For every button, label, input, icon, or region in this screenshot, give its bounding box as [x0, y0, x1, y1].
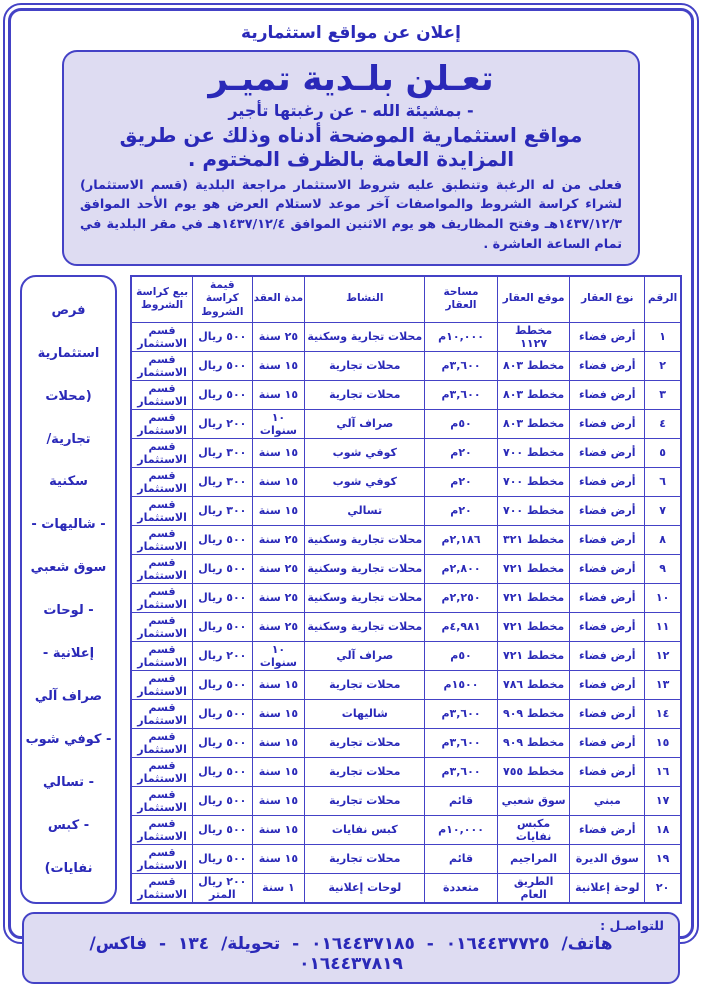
- sidebar-line: فرص: [51, 302, 86, 318]
- sidebar-line: سكنية: [49, 474, 88, 490]
- cell-activity: كوفي شوب: [305, 438, 425, 467]
- cell-price: ٢٠٠ ريال: [193, 641, 252, 670]
- cell-location: مخطط ٣٢١: [497, 525, 570, 554]
- cell-type: أرض فضاء: [570, 351, 645, 380]
- cell-area: ٢٠م: [425, 467, 498, 496]
- column-header: موقع العقار: [497, 276, 570, 322]
- cell-sale: قسم الاستثمار: [131, 380, 193, 409]
- cell-price: ٥٠٠ ريال: [193, 699, 252, 728]
- cell-sale: قسم الاستثمار: [131, 525, 193, 554]
- cell-duration: ١٥ سنة: [252, 728, 305, 757]
- cell-duration: ٢٥ سنة: [252, 583, 305, 612]
- cell-type: أرض فضاء: [570, 728, 645, 757]
- table-row: [131, 786, 681, 815]
- cell-price: ٢٠٠ ريال: [193, 409, 252, 438]
- sidebar-line: تجارية/: [46, 431, 91, 447]
- cell-area: ٣,٦٠٠م: [425, 757, 498, 786]
- announcement-lead: مواقع استثمارية الموضحة أدناه وذلك عن طريق المزايدة العامة بالظرف المختوم .: [119, 122, 583, 171]
- cell-sale: قسم الاستثمار: [131, 873, 193, 903]
- cell-area: ٣,٦٠٠م: [425, 351, 498, 380]
- cell-price: ٥٠٠ ريال: [193, 351, 252, 380]
- cell-location: مخطط ٧٠٠: [497, 438, 570, 467]
- cell-activity: تسالي: [305, 496, 425, 525]
- cell-price: ٥٠٠ ريال: [193, 322, 252, 351]
- cell-duration: ١ سنة: [252, 873, 305, 903]
- cell-duration: ١٥ سنة: [252, 496, 305, 525]
- cell-sale: قسم الاستثمار: [131, 351, 193, 380]
- cell-location: مخطط ٩٠٩: [497, 728, 570, 757]
- cell-activity: صراف آلي: [305, 409, 425, 438]
- table-row: [131, 641, 681, 670]
- cell-area: ٢,٢٥٠م: [425, 583, 498, 612]
- cell-sale: قسم الاستثمار: [131, 844, 193, 873]
- cell-price: ٥٠٠ ريال: [193, 815, 252, 844]
- cell-type: أرض فضاء: [570, 757, 645, 786]
- cell-area: ٣,٦٠٠م: [425, 699, 498, 728]
- cell-activity: محلات تجارية وسكنية: [305, 525, 425, 554]
- cell-type: لوحة إعلانية: [570, 873, 645, 903]
- sidebar-line: - كبس: [47, 817, 90, 833]
- column-header: مدة العقد: [252, 276, 305, 322]
- cell-activity: محلات تجارية: [305, 728, 425, 757]
- cell-num: ١٤: [645, 699, 681, 728]
- cell-num: ١٧: [645, 786, 681, 815]
- cell-num: ٦: [645, 467, 681, 496]
- table-header-row: [131, 276, 681, 322]
- cell-location: سوق شعبي: [497, 786, 570, 815]
- cell-duration: ١٠ سنوات: [252, 641, 305, 670]
- cell-location: مخطط ٧٢١: [497, 612, 570, 641]
- cell-price: ٥٠٠ ريال: [193, 612, 252, 641]
- cell-price: ٥٠٠ ريال: [193, 757, 252, 786]
- cell-sale: قسم الاستثمار: [131, 467, 193, 496]
- cell-sale: قسم الاستثمار: [131, 409, 193, 438]
- cell-area: ٥٠م: [425, 641, 498, 670]
- cell-num: ٩: [645, 554, 681, 583]
- cell-type: أرض فضاء: [570, 815, 645, 844]
- cell-type: سوق الديرة: [570, 844, 645, 873]
- cell-activity: محلات تجارية: [305, 844, 425, 873]
- cell-num: ١١: [645, 612, 681, 641]
- cell-area: ١٥٠٠م: [425, 670, 498, 699]
- cell-activity: كوفي شوب: [305, 467, 425, 496]
- cell-area: ٢٠م: [425, 496, 498, 525]
- cell-duration: ١٥ سنة: [252, 699, 305, 728]
- announcement-title: تعـلن بلـدية تميـر: [208, 59, 494, 99]
- table-row: [131, 380, 681, 409]
- cell-duration: ١٠ سنوات: [252, 409, 305, 438]
- cell-duration: ١٥ سنة: [252, 467, 305, 496]
- cell-area: متعددة: [425, 873, 498, 903]
- announcement-body: فعلى من له الرغبة وتنطبق عليه شروط الاستثمار مراجعة البلدية (قسم الاستثمار) لشراء كراسة الشروط والمواصفات آخر موعد لاستلام العرض هو يوم الأحد الموافق ١٤٣٧/١٢/٣هـ وفتح المظاريف هو يوم الاثنين الموافق ١٤٣٧/١٢/٤هـ في مقر البلدية في تمام الساعة العاشرة .: [80, 177, 622, 252]
- cell-location: مخطط ٧٢١: [497, 554, 570, 583]
- cell-type: أرض فضاء: [570, 699, 645, 728]
- sidebar-line: إعلانية -: [42, 646, 95, 662]
- table-row: [131, 554, 681, 583]
- table-row: [131, 409, 681, 438]
- cell-location: مخطط ٧٠٠: [497, 496, 570, 525]
- cell-sale: قسم الاستثمار: [131, 699, 193, 728]
- cell-duration: ٢٥ سنة: [252, 525, 305, 554]
- cell-location: مكبس نفايات: [497, 815, 570, 844]
- cell-activity: محلات تجارية وسكنية: [305, 554, 425, 583]
- cell-sale: قسم الاستثمار: [131, 583, 193, 612]
- cell-activity: لوحات إعلانية: [305, 873, 425, 903]
- cell-sale: قسم الاستثمار: [131, 612, 193, 641]
- column-header: قيمة كراسة الشروط: [193, 276, 252, 322]
- sidebar-line: - كوفي شوب: [25, 731, 112, 747]
- column-header: النشاط: [305, 276, 425, 322]
- table-body: [131, 322, 681, 903]
- cell-area: قائم: [425, 786, 498, 815]
- cell-area: ٢,١٨٦م: [425, 525, 498, 554]
- cell-location: مخطط ٧٢١: [497, 641, 570, 670]
- announcement-subtitle: - بمشيئة الله - عن رغبتها تأجير: [228, 100, 474, 120]
- cell-num: ١٥: [645, 728, 681, 757]
- cell-price: ٣٠٠ ريال: [193, 496, 252, 525]
- cell-price: ٥٠٠ ريال: [193, 844, 252, 873]
- sidebar-line: صراف آلي: [34, 689, 103, 705]
- cell-price: ٣٠٠ ريال: [193, 467, 252, 496]
- table-row: [131, 815, 681, 844]
- cell-location: مخطط ١١٢٧: [497, 322, 570, 351]
- cell-activity: محلات تجارية: [305, 351, 425, 380]
- cell-price: ٥٠٠ ريال: [193, 670, 252, 699]
- cell-type: أرض فضاء: [570, 380, 645, 409]
- cell-num: ١٦: [645, 757, 681, 786]
- cell-duration: ٢٥ سنة: [252, 322, 305, 351]
- cell-type: أرض فضاء: [570, 525, 645, 554]
- cell-price: ٥٠٠ ريال: [193, 728, 252, 757]
- cell-num: ٥: [645, 438, 681, 467]
- cell-num: ٢: [645, 351, 681, 380]
- cell-area: ١٠,٠٠٠م: [425, 322, 498, 351]
- cell-area: ١٠,٠٠٠م: [425, 815, 498, 844]
- outer-frame: [3, 3, 699, 974]
- cell-location: مخطط ٨٠٣: [497, 351, 570, 380]
- cell-area: ٥٠م: [425, 409, 498, 438]
- cell-sale: قسم الاستثمار: [131, 496, 193, 525]
- cell-sale: قسم الاستثمار: [131, 641, 193, 670]
- table-row: [131, 699, 681, 728]
- table-row: [131, 467, 681, 496]
- cell-price: ٥٠٠ ريال: [193, 525, 252, 554]
- cell-num: ٤: [645, 409, 681, 438]
- sidebar-line: - شاليهات -: [31, 517, 106, 533]
- cell-duration: ١٥ سنة: [252, 351, 305, 380]
- table-row: [131, 322, 681, 351]
- sidebar-line: (محلات: [45, 388, 92, 404]
- cell-type: أرض فضاء: [570, 496, 645, 525]
- cell-price: ٥٠٠ ريال: [193, 554, 252, 583]
- column-header: نوع العقار: [570, 276, 645, 322]
- cell-location: مخطط ٧٢١: [497, 583, 570, 612]
- cell-price: ٥٠٠ ريال: [193, 583, 252, 612]
- cell-activity: محلات تجارية وسكنية: [305, 583, 425, 612]
- contact-phone-line: هاتف/ ٠١٦٤٤٣٧٧٢٥ - ٠١٦٤٤٣٧١٨٥ - تحويلة/ ١٣٤ - فاكس/ ٠١٦٤٤٣٧٨١٩: [89, 933, 613, 974]
- cell-num: ١٨: [645, 815, 681, 844]
- cell-activity: محلات تجارية: [305, 786, 425, 815]
- cell-activity: محلات تجارية وسكنية: [305, 322, 425, 351]
- cell-sale: قسم الاستثمار: [131, 728, 193, 757]
- cell-num: ٨: [645, 525, 681, 554]
- cell-type: أرض فضاء: [570, 670, 645, 699]
- cell-area: ٢,٨٠٠م: [425, 554, 498, 583]
- contact-label: للتواصـل :: [600, 917, 664, 933]
- sidebar-line: - تسالي: [43, 774, 94, 790]
- table-row: [131, 728, 681, 757]
- table-row: [131, 583, 681, 612]
- cell-location: مخطط ٧٠٠: [497, 467, 570, 496]
- table-row: [131, 757, 681, 786]
- investment-table: [130, 275, 682, 904]
- cell-sale: قسم الاستثمار: [131, 322, 193, 351]
- cell-num: ١٢: [645, 641, 681, 670]
- table-row: [131, 496, 681, 525]
- cell-duration: ١٥ سنة: [252, 438, 305, 467]
- sidebar-opportunities-box: [20, 275, 117, 904]
- cell-activity: محلات تجارية: [305, 380, 425, 409]
- cell-area: ٤,٩٨١م: [425, 612, 498, 641]
- column-header: بيع كراسة الشروط: [131, 276, 193, 322]
- cell-location: المراجيم: [497, 844, 570, 873]
- cell-sale: قسم الاستثمار: [131, 554, 193, 583]
- cell-location: مخطط ٨٠٣: [497, 409, 570, 438]
- sidebar-line: سوق شعبي: [30, 560, 107, 576]
- table-row: [131, 873, 681, 903]
- table-row: [131, 844, 681, 873]
- cell-location: الطريق العام: [497, 873, 570, 903]
- cell-activity: شاليهات: [305, 699, 425, 728]
- column-header: مساحة العقار: [425, 276, 498, 322]
- cell-num: ١٩: [645, 844, 681, 873]
- cell-type: أرض فضاء: [570, 641, 645, 670]
- sidebar-line: - لوحات: [43, 603, 94, 619]
- cell-num: ٣: [645, 380, 681, 409]
- cell-num: ٢٠: [645, 873, 681, 903]
- cell-type: أرض فضاء: [570, 554, 645, 583]
- column-header: الرقم: [645, 276, 681, 322]
- cell-duration: ٢٥ سنة: [252, 554, 305, 583]
- cell-duration: ٢٥ سنة: [252, 612, 305, 641]
- cell-duration: ١٥ سنة: [252, 380, 305, 409]
- cell-price: ٢٠٠ ريال المتر: [193, 873, 252, 903]
- cell-activity: كبس نفايات: [305, 815, 425, 844]
- cell-sale: قسم الاستثمار: [131, 670, 193, 699]
- cell-type: أرض فضاء: [570, 467, 645, 496]
- cell-area: ٣,٦٠٠م: [425, 380, 498, 409]
- cell-price: ٥٠٠ ريال: [193, 380, 252, 409]
- cell-location: مخطط ٧٨٦: [497, 670, 570, 699]
- cell-area: ٣,٦٠٠م: [425, 728, 498, 757]
- cell-duration: ١٥ سنة: [252, 786, 305, 815]
- cell-duration: ١٥ سنة: [252, 757, 305, 786]
- cell-activity: صراف آلي: [305, 641, 425, 670]
- cell-type: أرض فضاء: [570, 583, 645, 612]
- sidebar-line: استثمارية: [37, 345, 100, 361]
- announcement-box: [62, 50, 640, 266]
- page-title: إعلان عن مواقع استثمارية: [241, 23, 461, 43]
- cell-location: مخطط ٩٠٩: [497, 699, 570, 728]
- cell-area: قائم: [425, 844, 498, 873]
- inner-frame: [8, 8, 694, 974]
- cell-type: أرض فضاء: [570, 438, 645, 467]
- table-row: [131, 438, 681, 467]
- cell-price: ٥٠٠ ريال: [193, 786, 252, 815]
- main-section: [20, 275, 682, 904]
- cell-sale: قسم الاستثمار: [131, 757, 193, 786]
- cell-type: أرض فضاء: [570, 612, 645, 641]
- sidebar-line: نفايات): [44, 860, 93, 876]
- cell-type: أرض فضاء: [570, 322, 645, 351]
- cell-duration: ١٥ سنة: [252, 844, 305, 873]
- cell-location: مخطط ٧٥٥: [497, 757, 570, 786]
- table-row: [131, 525, 681, 554]
- cell-location: مخطط ٨٠٣: [497, 380, 570, 409]
- cell-area: ٢٠م: [425, 438, 498, 467]
- cell-price: ٣٠٠ ريال: [193, 438, 252, 467]
- cell-activity: محلات تجارية: [305, 670, 425, 699]
- contact-box: [22, 912, 680, 984]
- cell-duration: ١٥ سنة: [252, 670, 305, 699]
- table-row: [131, 670, 681, 699]
- cell-activity: محلات تجارية: [305, 757, 425, 786]
- cell-duration: ١٥ سنة: [252, 815, 305, 844]
- table-row: [131, 612, 681, 641]
- cell-type: أرض فضاء: [570, 409, 645, 438]
- cell-num: ٧: [645, 496, 681, 525]
- cell-num: ١٣: [645, 670, 681, 699]
- cell-sale: قسم الاستثمار: [131, 786, 193, 815]
- cell-sale: قسم الاستثمار: [131, 815, 193, 844]
- cell-sale: قسم الاستثمار: [131, 438, 193, 467]
- table-row: [131, 351, 681, 380]
- cell-activity: محلات تجارية وسكنية: [305, 612, 425, 641]
- cell-type: مبني: [570, 786, 645, 815]
- cell-num: ١: [645, 322, 681, 351]
- cell-num: ١٠: [645, 583, 681, 612]
